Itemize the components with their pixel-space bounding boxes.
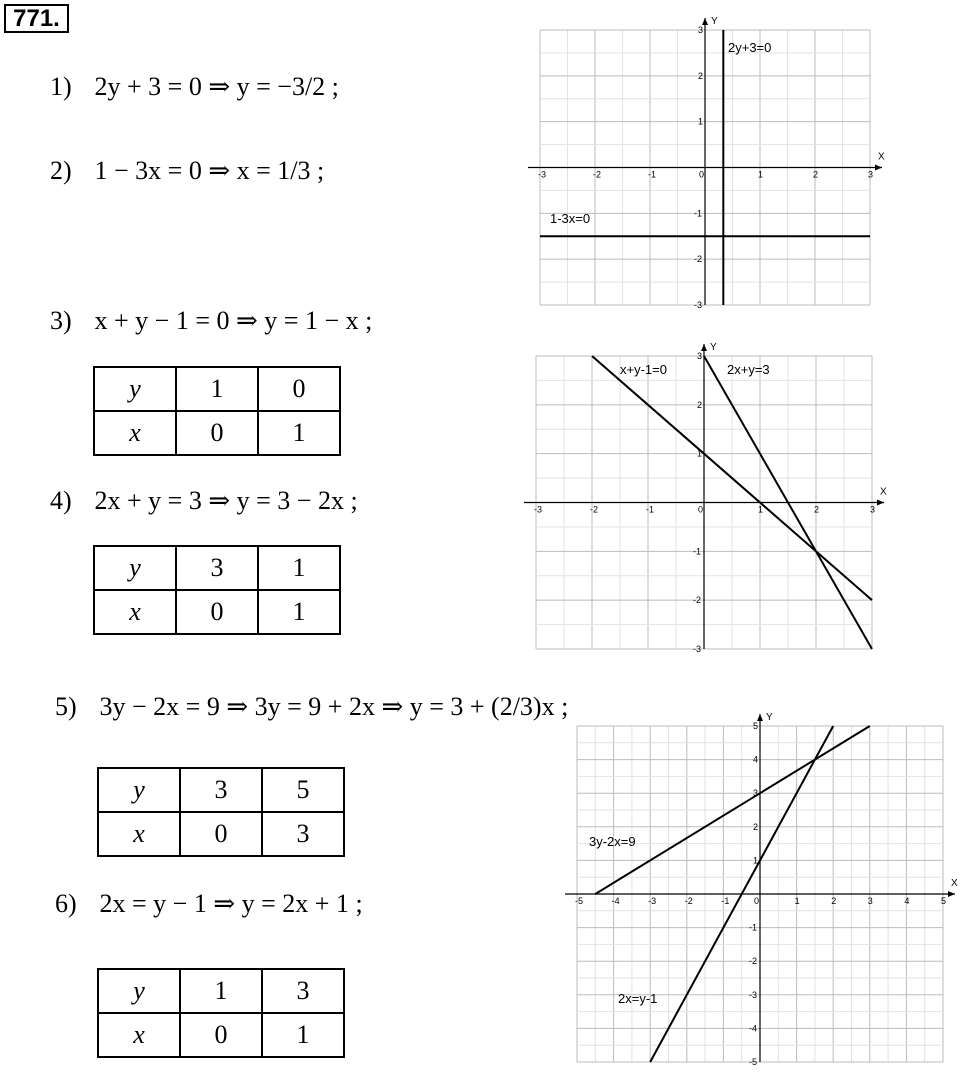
y-tick-label: 3 — [753, 788, 759, 799]
x-tick-label: -3 — [648, 896, 657, 906]
table-cell: 0 — [180, 812, 262, 856]
series-label: 3y-2x=9 — [589, 834, 636, 849]
table-cell: 1 — [180, 969, 262, 1013]
x-tick-label: 2 — [814, 504, 820, 515]
x-tick-label: 0 — [698, 504, 704, 515]
y-tick-label: 1 — [698, 116, 704, 127]
table-cell: 1 — [258, 590, 340, 634]
x-tick-label: 0 — [754, 896, 760, 906]
y-tick-label: -2 — [749, 956, 758, 967]
graph-1 — [528, 16, 885, 310]
y-tick-label: -3 — [693, 644, 702, 654]
equation-number: 4) — [50, 486, 72, 515]
graph-3 — [565, 712, 958, 1067]
x-axis-label: X — [880, 486, 887, 498]
x-tick-label: 3 — [868, 169, 874, 180]
x-arrow-icon — [948, 891, 955, 897]
equation-text: 2x + y = 3 ⇒ y = 3 − 2x ; — [94, 486, 358, 515]
table-cell: 0 — [176, 411, 258, 455]
row-header: y — [98, 969, 180, 1013]
row-header: x — [98, 1013, 180, 1057]
table-cell: 3 — [262, 969, 344, 1013]
table-cell: 0 — [180, 1013, 262, 1057]
y-axis-label: Y — [711, 16, 718, 27]
x-tick-label: 0 — [699, 169, 705, 180]
equation-text: 2y + 3 = 0 ⇒ y = −3/2 ; — [94, 72, 339, 101]
y-tick-label: -3 — [749, 989, 758, 1000]
x-arrow-icon — [877, 500, 884, 506]
y-tick-label: 1 — [753, 855, 759, 866]
series-label: 1-3x=0 — [550, 211, 591, 226]
y-tick-label: -5 — [749, 1057, 758, 1067]
table-cell: 3 — [180, 768, 262, 812]
x-arrow-icon — [875, 165, 882, 171]
y-tick-label: -2 — [693, 595, 702, 606]
series-label: 2x=y-1 — [618, 991, 658, 1006]
x-tick-label: 1 — [794, 896, 800, 906]
x-tick-label: -3 — [538, 169, 547, 180]
table-cell: 1 — [262, 1013, 344, 1057]
equation-number: 6) — [55, 889, 77, 918]
table-cell: 3 — [176, 546, 258, 590]
y-tick-label: -1 — [749, 922, 758, 933]
x-tick-label: 3 — [867, 896, 873, 906]
x-tick-label: -1 — [721, 896, 730, 906]
row-header: y — [94, 367, 176, 411]
y-tick-label: 2 — [753, 821, 759, 832]
table-cell: 0 — [176, 590, 258, 634]
x-tick-label: -2 — [593, 169, 602, 180]
row-header: x — [94, 411, 176, 455]
equation-text: 1 − 3x = 0 ⇒ x = 1/3 ; — [94, 156, 325, 185]
equation-number: 5) — [55, 692, 77, 721]
table-cell: 1 — [258, 411, 340, 455]
equation-text: 2x = y − 1 ⇒ y = 2x + 1 ; — [99, 889, 363, 918]
problem-number: 771. — [4, 4, 69, 33]
x-axis-label: X — [878, 151, 885, 163]
y-axis-label: Y — [766, 712, 773, 723]
x-tick-label: -1 — [646, 504, 655, 515]
x-tick-label: 1 — [758, 169, 764, 180]
x-tick-label: 1 — [758, 504, 764, 515]
y-tick-label: 1 — [697, 448, 703, 459]
y-tick-label: 3 — [697, 351, 703, 361]
row-header: x — [98, 812, 180, 856]
y-arrow-icon — [701, 344, 707, 351]
y-axis-label: Y — [710, 342, 717, 353]
equation-text: 3y − 2x = 9 ⇒ 3y = 9 + 2x ⇒ y = 3 + (2/3)x ; — [99, 692, 569, 721]
x-tick-label: 5 — [941, 896, 947, 906]
y-tick-label: -1 — [694, 208, 703, 219]
y-tick-label: 3 — [698, 25, 704, 35]
series-label: 2y+3=0 — [728, 40, 772, 55]
series-label: x+y-1=0 — [620, 362, 667, 377]
table-cell: 3 — [262, 812, 344, 856]
series-label: 2x+y=3 — [727, 362, 770, 377]
x-tick-label: -4 — [611, 896, 620, 906]
y-tick-label: -2 — [694, 254, 703, 265]
row-header: y — [98, 768, 180, 812]
table-cell: 1 — [176, 367, 258, 411]
equation-number: 2) — [50, 156, 72, 185]
y-arrow-icon — [702, 18, 708, 25]
x-tick-label: -2 — [684, 896, 693, 906]
y-arrow-icon — [757, 714, 763, 721]
table-cell: 5 — [262, 768, 344, 812]
row-header: x — [94, 590, 176, 634]
y-tick-label: -1 — [693, 546, 702, 557]
y-tick-label: -3 — [694, 300, 703, 310]
x-tick-label: -2 — [590, 504, 599, 515]
row-header: y — [94, 546, 176, 590]
x-tick-label: 2 — [813, 169, 819, 180]
y-tick-label: 2 — [697, 399, 703, 410]
x-tick-label: -1 — [648, 169, 657, 180]
y-tick-label: -4 — [749, 1023, 758, 1034]
y-tick-label: 2 — [698, 70, 704, 81]
graph-2 — [524, 342, 887, 654]
table-cell: 1 — [258, 546, 340, 590]
x-tick-label: -5 — [575, 896, 584, 906]
equation-number: 3) — [50, 306, 72, 335]
y-tick-label: 4 — [753, 754, 759, 765]
x-axis-label: X — [951, 878, 958, 889]
equation-text: x + y − 1 = 0 ⇒ y = 1 − x ; — [94, 306, 373, 335]
x-tick-label: 3 — [870, 504, 876, 515]
table-cell: 0 — [258, 367, 340, 411]
equation-number: 1) — [50, 72, 72, 101]
y-tick-label: 5 — [753, 721, 759, 731]
x-tick-label: -3 — [534, 504, 543, 515]
x-tick-label: 4 — [904, 896, 910, 906]
x-tick-label: 2 — [831, 896, 837, 906]
